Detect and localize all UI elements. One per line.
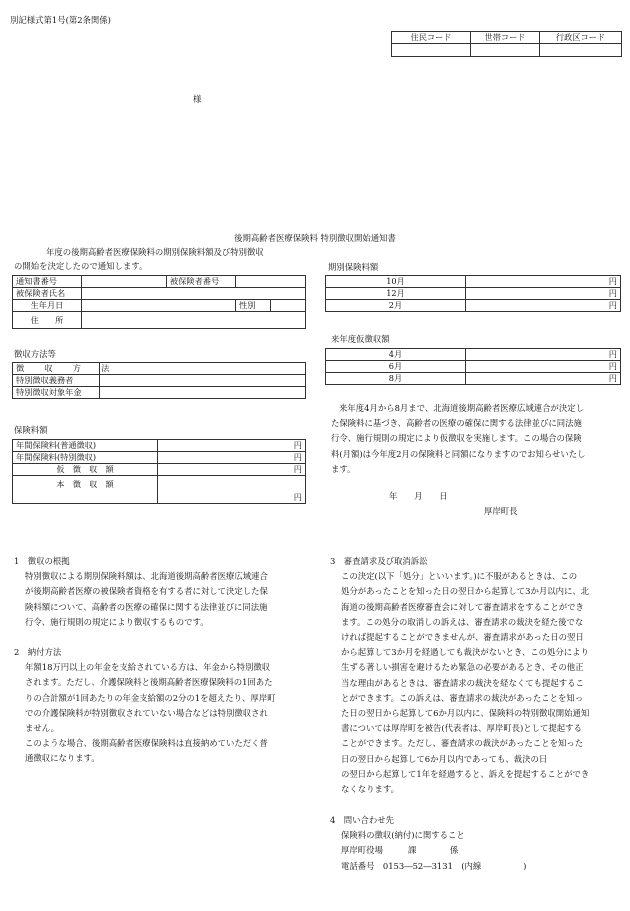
section-line: 当な理由があるときは、審査請求の裁決を経なくても提起するこ (341, 677, 584, 688)
insured-no-label: 被保険者番号 (167, 276, 236, 288)
insured-info-table (12, 275, 306, 329)
address-value (82, 312, 306, 329)
issuer: 厚岸町長 (484, 506, 518, 516)
premium-special-unit: 円 (158, 452, 306, 464)
note-line: ます。 (331, 463, 356, 474)
section-line: ければ提起することができませんが、審査請求があった日の翌日 (341, 632, 584, 643)
section-appeal (330, 554, 624, 797)
collection-pension-label: 特別徴収対象年金 (13, 387, 100, 399)
provisional-unit-jun: 円 (466, 361, 621, 373)
provisional-amount-label: 仮 徴 収 額 (13, 464, 158, 476)
premium-amount-heading: 保険料額 (14, 425, 48, 435)
note-line: た保険料に基づき、高齢者の医療の確保に関する法律並びに同法施 (331, 418, 582, 429)
section-line: 険料額について、高齢者の医療の確保に関する法律並びに同法施 (25, 601, 268, 612)
section-line: が後期高齢者医療の被保険者資格を有する者に対して決定した保 (25, 586, 268, 597)
collection-obligor-label: 特別徴収義務者 (13, 375, 100, 387)
provisional-note (331, 401, 623, 477)
section-payment-title: 2 納付方法 (14, 647, 62, 657)
provisional-month-jun: 6月 (326, 361, 466, 373)
birth-date-label: 生年月日 (13, 300, 82, 312)
premium-normal-label: 年間保険料(普通徴収) (13, 440, 158, 452)
collection-method-label: 徴 収 方 法 (13, 363, 100, 375)
section-line: この決定(以下「処分」といいます。)に不服があるときは、この (341, 571, 578, 582)
household-code-header: 世帯コード (471, 32, 540, 44)
period-unit-feb: 円 (466, 300, 621, 312)
section-payment (14, 645, 310, 767)
period-premium-table (325, 275, 621, 312)
notice-no-label: 通知書番号 (13, 276, 82, 288)
section-line: 厚岸町役場 課 係 (341, 845, 459, 856)
section-line: 書については厚岸町を被告(代表者は、厚岸町長)として提起する (341, 723, 582, 734)
page-title: 後期高齢者医療保険料 特別徴収開始通知書 (234, 233, 396, 243)
intro-line-2: の開始を決定したので通知します。 (14, 261, 148, 271)
final-amount-unit: 円 (158, 476, 306, 504)
section-contact (330, 813, 624, 874)
section-basis-title: 1 徴収の根拠 (14, 556, 70, 566)
provisional-unit-aug: 円 (466, 373, 621, 385)
section-line: ます。この処分の取消しの訴えは、審査請求の裁決を経た後でな (341, 616, 584, 627)
form-id: 別記様式第1号(第2条関係) (10, 15, 111, 25)
section-line: このような場合、後期高齢者医療保険料は直接納めていただく普 (25, 738, 268, 749)
section-line: の翌日から起算して1年を経過すると、訴えを提起することができ (341, 768, 590, 779)
notice-no-value (82, 276, 167, 288)
period-premium-heading: 期別保険料額 (328, 262, 379, 272)
provisional-amount-unit: 円 (158, 464, 306, 476)
provisional-month-apr: 4月 (326, 349, 466, 361)
codes-table (391, 31, 622, 57)
section-line: での介護保険料が特別徴収されていない場合などは特別徴収され (25, 707, 268, 718)
period-month-feb: 2月 (326, 300, 466, 312)
period-month-dec: 12月 (326, 288, 466, 300)
section-line: りの合計額が1回あたりの年金支給額の2分の1を超えたり、厚岸町 (25, 692, 276, 703)
provisional-month-aug: 8月 (326, 373, 466, 385)
insured-name-label: 被保険者氏名 (13, 288, 82, 300)
premium-special-label: 年間保険料(特別徴収) (13, 452, 158, 464)
insured-name-value (82, 288, 306, 300)
final-amount-label: 本 徴 収 額 (13, 476, 158, 504)
section-line: 通徴収になります。 (25, 753, 100, 764)
issue-date: 年 月 日 (389, 491, 448, 501)
section-line: から起算して3か月を経過しても裁決がないとき、この処分により (341, 647, 589, 658)
note-line: 行令、施行規則の規定により仮徴収を実施します。この場合の保険 (331, 433, 582, 444)
section-line: 日の翌日から起算して6か月以内であっても、裁決の日 (341, 753, 548, 764)
resident-code-value (392, 44, 471, 57)
section-line: た日の翌日から起算して6か月以内に、保険料の特別徴収開始通知 (341, 708, 590, 719)
section-line: 特別徴収による期別保険料額は、北海道後期高齢者医療広域連合 (25, 571, 268, 582)
period-month-oct: 10月 (326, 276, 466, 288)
premium-amount-table (12, 439, 306, 504)
period-unit-dec: 円 (466, 288, 621, 300)
collection-pension-value (100, 387, 306, 399)
section-line: ません。 (25, 723, 60, 734)
gender-value (271, 300, 306, 312)
address-label: 住 所 (13, 312, 82, 329)
section-contact-title: 4 問い合わせ先 (330, 815, 394, 825)
section-line: 保険料の徴収(納付)に関すること (341, 830, 465, 841)
section-line: 行令、施行規則の規定により徴収するものです。 (25, 616, 209, 627)
section-line: 電話番号 0153―52―3131 (内線 ) (341, 860, 527, 871)
section-line: 処分があったことを知った日の翌日から起算して3か月以内に、北 (341, 586, 590, 597)
section-line: 生ずる著しい損害を避けるため緊急の必要があるとき、その他正 (341, 662, 584, 673)
section-line: なくなります。 (341, 784, 399, 795)
premium-normal-unit: 円 (158, 440, 306, 452)
section-line: されます。ただし、介護保険料と後期高齢者医療保険料の1回あた (25, 677, 273, 688)
recipient-suffix: 様 (193, 94, 202, 104)
provisional-unit-apr: 円 (466, 349, 621, 361)
district-code-header: 行政区コード (540, 32, 622, 44)
section-line: 海道の後期高齢者医療審査会に対して審査請求をすることができ (341, 601, 584, 612)
intro-line-1: 年度の後期高齢者医療保険料の期別保険料額及び特別徴収 (46, 247, 264, 257)
insured-no-value (236, 276, 306, 288)
provisional-heading: 来年度仮徴収額 (331, 334, 390, 344)
provisional-table (325, 348, 621, 385)
note-line: 来年度4月から8月まで、北海道後期高齢者医療広域連合が決定し (339, 403, 584, 413)
section-basis (14, 554, 310, 630)
household-code-value (471, 44, 540, 57)
section-line: とができます。この訴えは、審査請求の裁決があったことを知っ (341, 692, 584, 703)
collection-method-value (100, 363, 306, 375)
resident-code-header: 住民コード (392, 32, 471, 44)
collection-obligor-value (100, 375, 306, 387)
note-line: 料(月額)は今年度2月の保険料と同額になりますのでお知らせいたし (331, 448, 586, 459)
collection-method-table (12, 362, 306, 399)
birth-date-value (82, 300, 236, 312)
collection-method-heading: 徴収方法等 (14, 349, 56, 359)
period-unit-oct: 円 (466, 276, 621, 288)
section-appeal-title: 3 審査請求及び取消訴訟 (330, 556, 428, 566)
district-code-value (540, 44, 622, 57)
gender-label: 性別 (236, 300, 271, 312)
section-line: 年額18万円以上の年金を支給されている方は、年金から特別徴収 (25, 662, 271, 673)
section-line: ことができます。ただし、審査請求の裁決があったことを知った (341, 738, 584, 749)
